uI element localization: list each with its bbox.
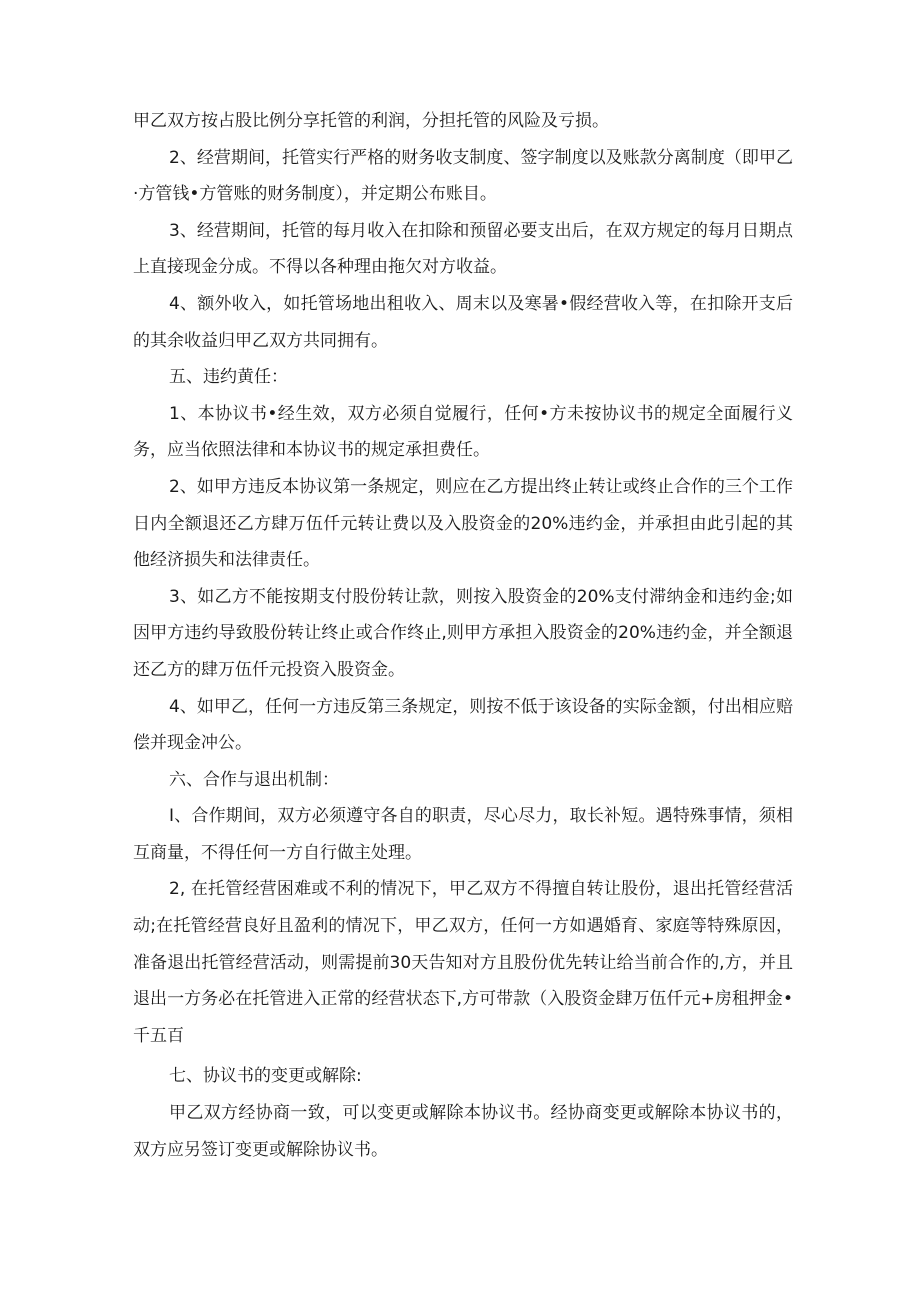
paragraph-monthly-income: 3、经营期间，托管的每月收入在扣除和预留必要支出后，在双方规定的每月日期点上直接现金分成。不得以各种理由拖欠对方收益。 <box>133 220 793 278</box>
paragraph-amendment: 甲乙双方经协商一致，可以变更或解除本协议书。经协商变更或解除本协议书的，双方应另签订变更或解除协议书。 <box>133 1103 793 1160</box>
paragraph-breach-2: 2、如甲方违反本协议第一条规定，则应在乙方提出终止转让或终止合作的三个工作日内全额退还乙方肆万伍仟元转让费以及入股资金的20%违约金，并承担由此引起的其他经济损失和法律责任。 <box>133 476 793 571</box>
paragraph-breach-4: 4、如甲乙，任何一方违反第三条规定，则按不低于该设备的实际金额，付出相应赔偿并现金冲公。 <box>133 696 793 754</box>
paragraph-breach-1: 1、本协议书•经生效，双方必须自觉履行，任何•方未按协议书的规定全面履行义务，应当依照法律和本协议书的规定承担费任。 <box>133 403 793 461</box>
section-heading-amendment: 七、协议书的变更或解除: <box>169 1066 362 1087</box>
section-heading-cooperation: 六、合作与退出机制： <box>169 769 339 790</box>
section-heading-breach: 五、违约黄任： <box>169 367 288 388</box>
paragraph-extra-income: 4、额外收入，如托管场地出租收入、周末以及寒暑•假经营收入等，在扣除开支后的其余收益归甲乙双方共同拥有。 <box>133 293 793 351</box>
paragraph-profit-sharing: 甲乙双方按占股比例分享托管的利润，分担托管的风险及亏损。 <box>133 111 609 131</box>
document-body <box>133 103 793 1168</box>
paragraph-finance-system: 2、经营期间，托管实行严格的财务收支制度、签字制度以及账款分离制度（即甲乙·方管钱•方管账的财务制度），并定期公布账目。 <box>133 147 793 205</box>
paragraph-cooperation-2: 2, 在托管经营困难或不利的情况下，甲乙双方不得擅自转让股份，退出托管经营活动;在托管经营良好且盈利的情况下，甲乙双方，任何一方如遇婚育、家庭等特殊原因，准备退出托管经营活动，则需提前30天告知对方且股份优先转让给当前合作的,方，并且退出一方务必在托管进入正常的经营状态下,方可带款（入股资金肆万伍仟元+房租押金•千五百 <box>133 879 793 1046</box>
paragraph-cooperation-1: I、合作期间，双方必须遵守各自的职责，尽心尽力，取长补短。遇特殊事情，须相互商量，不得任何一方自行做主处理。 <box>133 806 793 863</box>
paragraph-breach-3: 3、如乙方不能按期支付股份转让款，则按入股资金的20%支付滞纳金和违约金;如因甲方违约导致股份转让终止或合作终止,则甲方承担入股资金的20%违约金，并全额退还乙方的肆万伍仟元投资入股资金。 <box>133 586 793 680</box>
